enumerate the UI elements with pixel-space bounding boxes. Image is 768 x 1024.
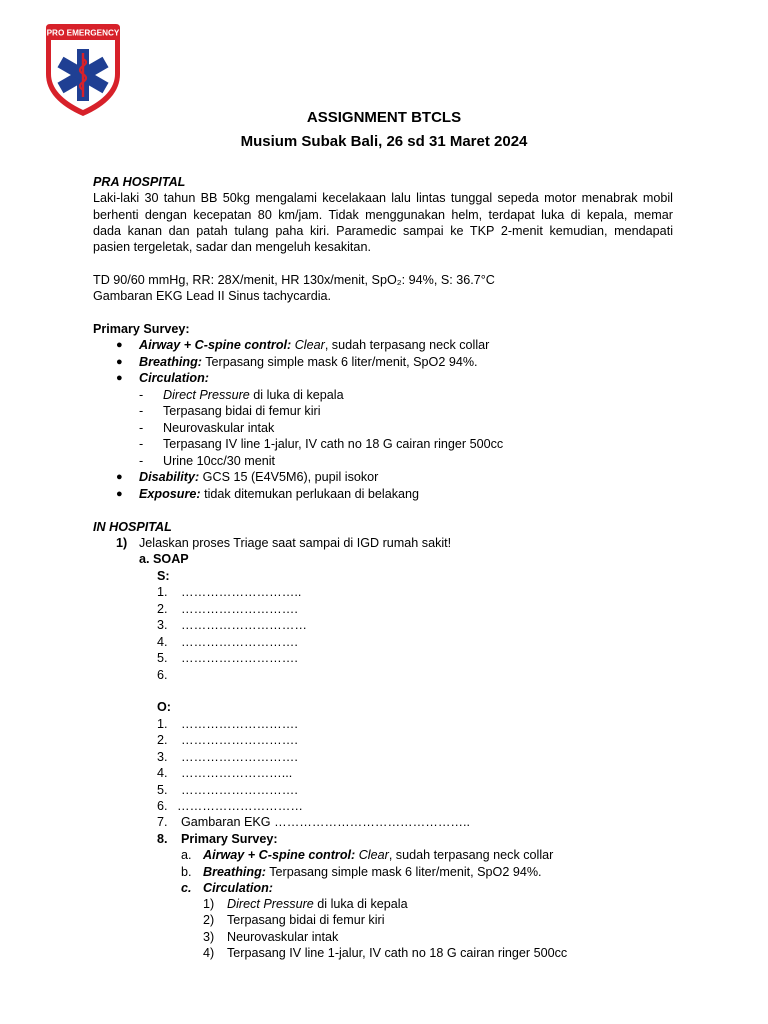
dash-marker: - — [139, 437, 144, 451]
question-number: 1) — [116, 536, 128, 550]
o-item-blank: ………………………… — [177, 799, 303, 813]
s-item-blank: ………………………. — [181, 602, 298, 616]
primary-survey-label: Primary Survey: — [93, 322, 190, 336]
s-item-blank: ………………………. — [181, 651, 298, 665]
disability-item: Disability: GCS 15 (E4V5M6), pupil isokor — [139, 470, 379, 484]
o-item-number: 2. — [157, 733, 168, 747]
o-item-blank: ……………………... — [181, 766, 293, 780]
primary-survey-8-label: Primary Survey: — [181, 832, 278, 846]
s-item-number: 1. — [157, 585, 168, 599]
o-item-number: 8. — [157, 832, 168, 846]
bullet-icon: ● — [116, 372, 123, 384]
case-line-1: Laki-laki 30 tahun BB 50kg mengalami kecelakaan lalu lintas tunggal sepeda motor menabrak mobil — [93, 191, 673, 205]
sub-letter: a. — [181, 848, 192, 862]
c-item: Neurovaskular intak — [227, 930, 339, 944]
c-item-number: 3) — [203, 930, 215, 944]
o-item-number: 5. — [157, 783, 168, 797]
assignment-subtitle: Musium Subak Bali, 26 sd 31 Maret 2024 — [240, 133, 528, 150]
o-item-number: 4. — [157, 766, 168, 780]
s-label: S: — [157, 569, 170, 583]
o-item-blank: ………………………. — [181, 717, 298, 731]
s-item-number: 3. — [157, 618, 168, 632]
bullet-icon: ● — [116, 488, 123, 500]
question-1-text: Jelaskan proses Triage saat sampai di IGD rumah sakit! — [139, 536, 452, 550]
circulation-item: Urine 10cc/30 menit — [163, 454, 275, 468]
circulation-item-direct-pressure: Direct Pressure di luka di kepala — [163, 388, 344, 402]
pra-hospital-heading: PRA HOSPITAL — [93, 175, 186, 189]
sub-breathing-item: Breathing: Terpasang simple mask 6 liter/menit, SpO2 94%. — [203, 865, 542, 879]
sub-circulation-label: Circulation: — [203, 881, 273, 895]
s-item-number: 6. — [157, 668, 168, 682]
soap-label: a. SOAP — [139, 552, 189, 566]
circulation-item: Terpasang IV line 1-jalur, IV cath no 18 G cairan ringer 500cc — [163, 437, 504, 451]
o-item-number: 1. — [157, 717, 168, 731]
bullet-icon: ● — [116, 356, 123, 368]
case-line-4: pasien tergeletak, sadar dan mengeluh kesakitan. — [93, 240, 371, 254]
dash-marker: - — [139, 388, 144, 402]
dash-marker: - — [139, 421, 144, 435]
c-item-number: 4) — [203, 946, 215, 960]
s-item-number: 2. — [157, 602, 168, 616]
pro-emergency-logo — [38, 22, 128, 118]
ekg-blank-item: Gambaran EKG ……………………………………….. — [181, 815, 470, 829]
o-item-blank: ………………………. — [181, 783, 298, 797]
s-item-blank: ……………………….. — [181, 585, 302, 599]
dash-marker: - — [139, 454, 144, 468]
c-item-number: 2) — [203, 913, 215, 927]
o-item-blank: ………………………. — [181, 750, 298, 764]
logo-banner-text: PRO EMERGENCY — [46, 28, 120, 38]
s-item-blank: ………………………. — [181, 635, 298, 649]
exposure-item: Exposure: tidak ditemukan perlukaan di belakang — [139, 487, 420, 501]
ekg-line: Gambaran EKG Lead II Sinus tachycardia. — [93, 289, 332, 303]
s-item-blank: ………………………… — [181, 618, 307, 632]
breathing-item: Breathing: Terpasang simple mask 6 liter/menit, SpO2 94%. — [139, 355, 478, 369]
sub-letter: b. — [181, 865, 192, 879]
c-item: Direct Pressure di luka di kepala — [227, 897, 408, 911]
o-item-number: 3. — [157, 750, 168, 764]
bullet-icon: ● — [116, 339, 123, 351]
assignment-title: ASSIGNMENT BTCLS — [306, 109, 462, 126]
circulation-item: Neurovaskular intak — [163, 421, 275, 435]
s-item-number: 5. — [157, 651, 168, 665]
in-hospital-heading: IN HOSPITAL — [93, 520, 172, 534]
o-item-number: 7. — [157, 815, 168, 829]
c-item: Terpasang IV line 1-jalur, IV cath no 18 G cairan ringer 500cc — [227, 946, 568, 960]
c-item-number: 1) — [203, 897, 215, 911]
case-line-2: berhenti dengan kecepatan 80 km/jam. Tidak menggunakan helm, terdapat luka di kepala, memar — [93, 208, 673, 222]
case-line-3: dada kanan dan patah tulang paha kiri. Paramedic sampai ke TKP 2-menit kemudian, mendapati — [93, 224, 673, 238]
o-item-blank: ………………………. — [181, 733, 298, 747]
circulation-label: Circulation: — [139, 371, 209, 385]
s-item-number: 4. — [157, 635, 168, 649]
sub-airway-item: Airway + C-spine control: Clear, sudah terpasang neck collar — [203, 848, 554, 862]
dash-marker: - — [139, 404, 144, 418]
o-item-number: 6. — [157, 799, 168, 813]
o-label: O: — [157, 700, 171, 714]
sub-letter: c. — [181, 881, 192, 895]
c-item: Terpasang bidai di femur kiri — [227, 913, 385, 927]
airway-item: Airway + C-spine control: Clear, sudah terpasang neck collar — [139, 338, 490, 352]
vitals-line: TD 90/60 mmHg, RR: 28X/menit, HR 130x/menit, SpO₂: 94%, S: 36.7°C — [93, 273, 495, 287]
circulation-item: Terpasang bidai di femur kiri — [163, 404, 321, 418]
bullet-icon: ● — [116, 471, 123, 483]
